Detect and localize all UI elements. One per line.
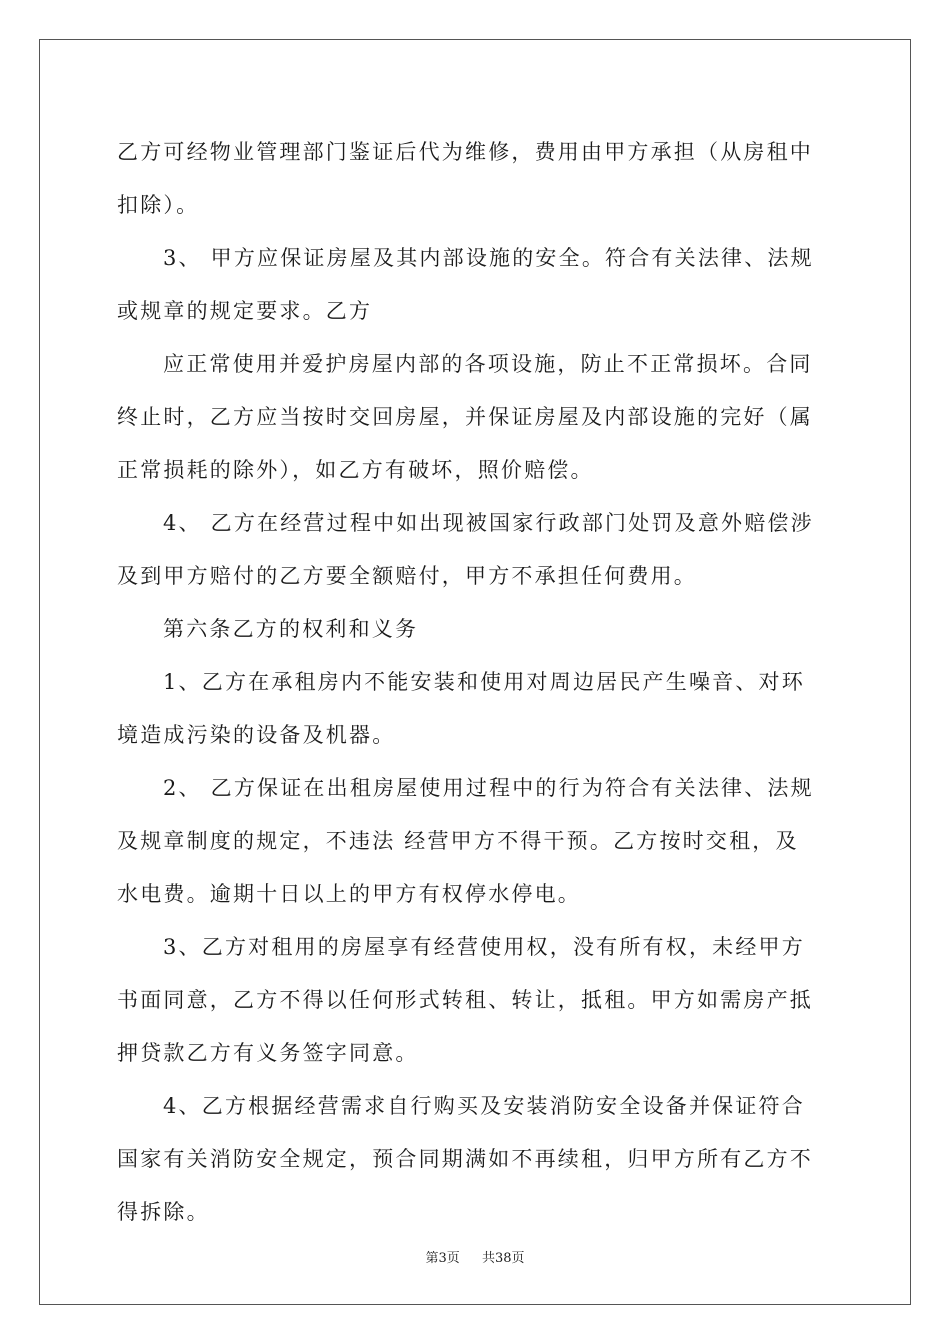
text-line-20: 国家有关消防安全规定，预合同期满如不再续租，归甲方所有乙方不 [117, 1147, 813, 1171]
document-body [117, 126, 832, 1239]
text-line-19: 4、乙方根据经营需求自行购买及安装消防安全设备并保证符合 [163, 1094, 805, 1118]
text-line-21: 得拆除。 [117, 1200, 210, 1224]
text-line-17: 书面同意，乙方不得以任何形式转租、转让，抵租。甲方如需房产抵 [117, 988, 813, 1012]
page-number: 第3页 [425, 1251, 460, 1266]
text-line-18: 押贷款乙方有义务签字同意。 [117, 1041, 419, 1065]
text-line-11: 1、乙方在承租房内不能安装和使用对周边居民产生噪音、对环 [163, 670, 805, 694]
text-line-16: 3、乙方对租用的房屋享有经营使用权，没有所有权，未经甲方 [163, 935, 805, 959]
section-heading: 第六条乙方的权利和义务 [163, 617, 419, 641]
text-line-8: 4、 乙方在经营过程中如出现被国家行政部门处罚及意外赔偿涉 [163, 511, 814, 535]
text-line-7: 正常损耗的除外），如乙方有破坏，照价赔偿。 [117, 458, 594, 482]
page-total: 共38页 [482, 1251, 525, 1266]
text-line-12: 境造成污染的设备及机器。 [117, 723, 396, 747]
page-footer [0, 1247, 950, 1266]
text-line-1: 乙方可经物业管理部门鉴证后代为维修，费用由甲方承担（从房租中 [117, 140, 813, 164]
text-line-6: 终止时，乙方应当按时交回房屋，并保证房屋及内部设施的完好（属 [117, 405, 813, 429]
text-line-13: 2、 乙方保证在出租房屋使用过程中的行为符合有关法律、法规 [163, 776, 814, 800]
text-line-2: 扣除）。 [117, 193, 200, 217]
text-line-14: 及规章制度的规定，不违法 经营甲方不得干预。乙方按时交租，及 [117, 829, 799, 853]
text-line-5: 应正常使用并爱护房屋内部的各项设施，防止不正常损坏。合同 [163, 352, 813, 376]
text-line-3: 3、 甲方应保证房屋及其内部设施的安全。符合有关法律、法规 [163, 246, 814, 270]
text-line-4: 或规章的规定要求。乙方 [117, 299, 373, 323]
text-line-9: 及到甲方赔付的乙方要全额赔付，甲方不承担任何费用。 [117, 564, 697, 588]
text-line-15: 水电费。逾期十日以上的甲方有权停水停电。 [117, 882, 581, 906]
